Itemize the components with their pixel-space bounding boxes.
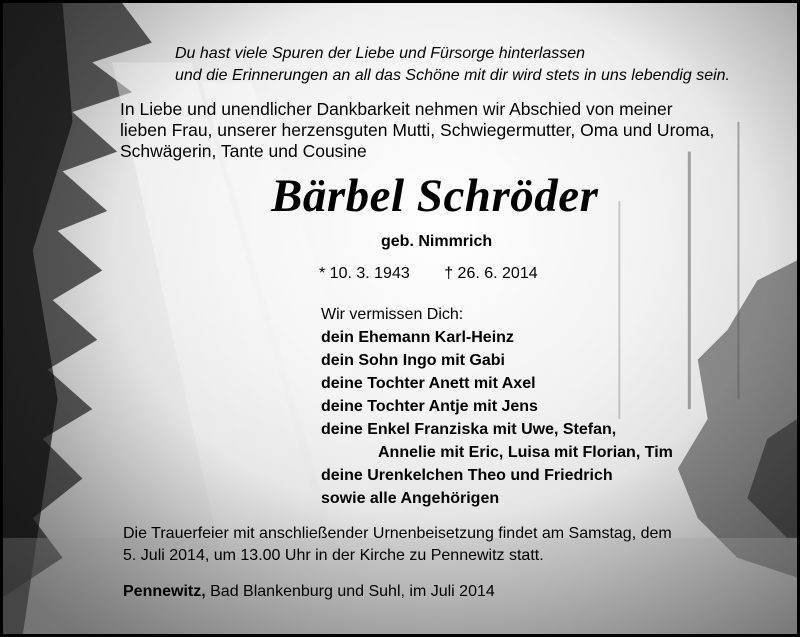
mourners-list bbox=[321, 303, 673, 510]
place-rest: Bad Blankenburg und Suhl, im Juli 2014 bbox=[205, 583, 495, 600]
mourner-line: deine Tochter Anett mit Axel bbox=[321, 375, 536, 392]
deceased-name: Bärbel Schröder bbox=[271, 170, 599, 222]
mourner-line: Annelie mit Eric, Luisa mit Florian, Tim bbox=[378, 444, 673, 461]
service-line-1: Die Trauerfeier mit anschließender Urnenbeisetzung findet am Samstag, dem bbox=[123, 525, 672, 542]
funeral-service-info bbox=[123, 523, 672, 567]
intro-line-2: lieben Frau, unserer herzensguten Mutti, Schwiegermutter, Oma und Uroma, bbox=[120, 120, 715, 140]
life-dates bbox=[319, 265, 538, 283]
mourners-heading: Wir vermissen Dich: bbox=[321, 306, 464, 323]
place-and-date bbox=[123, 583, 495, 601]
quote-line-1: Du hast viele Spuren der Liebe und Fürsorge hinterlassen bbox=[175, 45, 586, 62]
mourner-line: dein Sohn Ingo mit Gabi bbox=[321, 352, 505, 369]
intro-text bbox=[120, 99, 714, 162]
mourner-line: dein Ehemann Karl-Heinz bbox=[321, 329, 514, 346]
birth-date: * 10. 3. 1943 bbox=[319, 265, 410, 282]
memorial-quote bbox=[175, 43, 730, 87]
maiden-name: geb. Nimmrich bbox=[381, 233, 493, 250]
intro-line-1: In Liebe und unendlicher Dankbarkeit nehmen wir Abschied von meiner bbox=[120, 99, 673, 119]
place-town: Pennewitz, bbox=[123, 583, 206, 600]
mourner-line: deine Tochter Antje mit Jens bbox=[321, 398, 538, 415]
service-line-2: 5. Juli 2014, um 13.00 Uhr in der Kirche zu Pennewitz statt. bbox=[123, 547, 544, 564]
mourner-line: sowie alle Angehörigen bbox=[321, 490, 500, 507]
death-date: † 26. 6. 2014 bbox=[444, 265, 538, 282]
quote-line-2: und die Erinnerungen an all das Schöne mit dir wird stets in uns lebendig sein. bbox=[175, 67, 730, 84]
mourner-line: deine Enkel Franziska mit Uwe, Stefan, bbox=[321, 421, 617, 438]
mourner-line: deine Urenkelchen Theo und Friedrich bbox=[321, 467, 613, 484]
intro-line-3: Schwägerin, Tante und Cousine bbox=[120, 141, 367, 161]
